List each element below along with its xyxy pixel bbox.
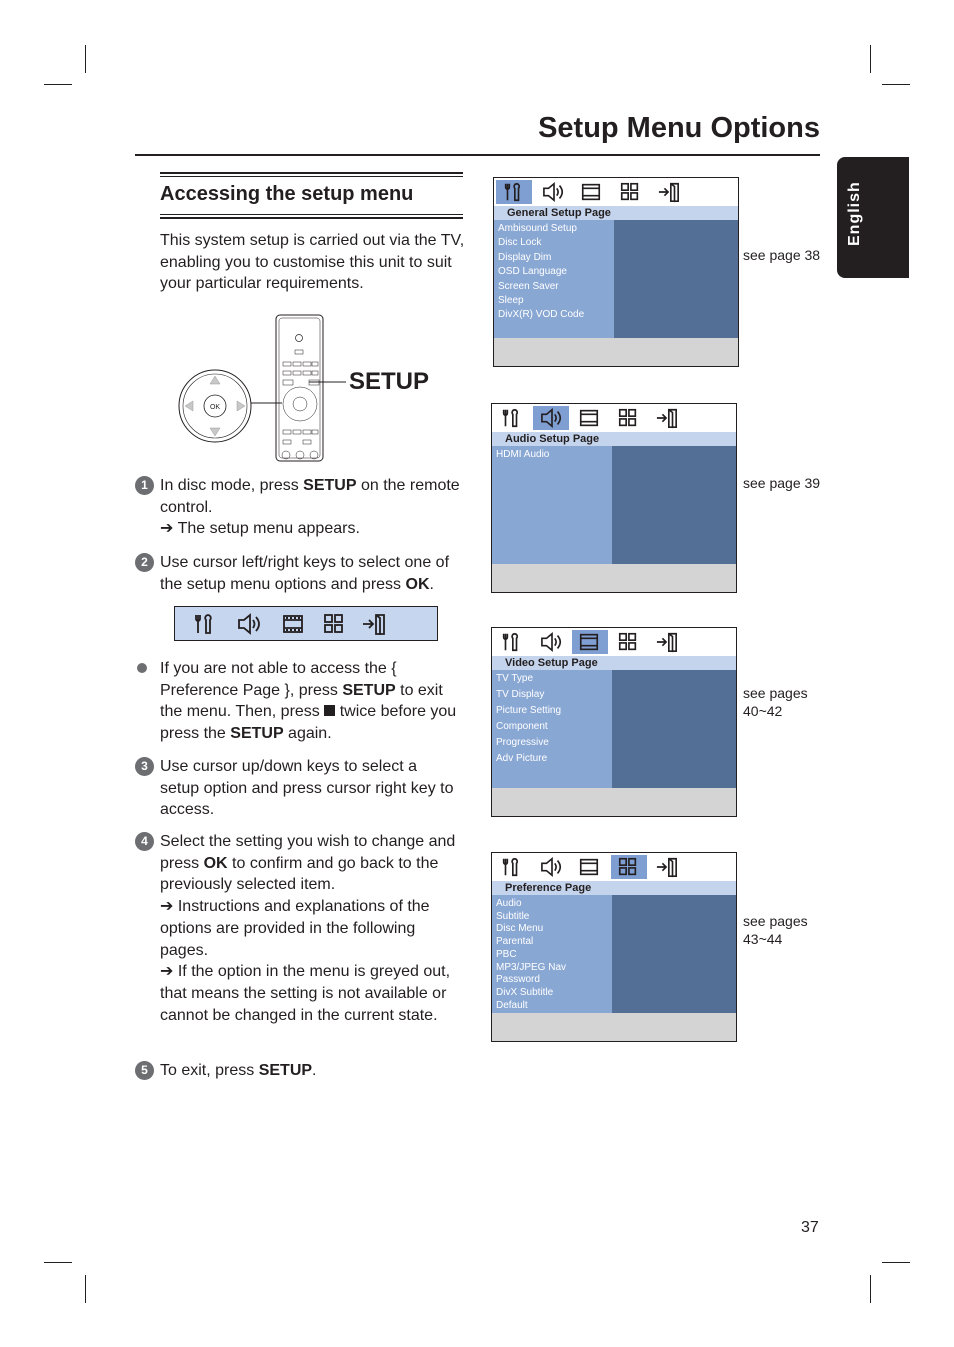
see-page-line: see pages (743, 913, 808, 929)
crop-mark (882, 1262, 910, 1263)
video-setup-icon (572, 855, 608, 879)
menu-option: TV Type (496, 673, 534, 684)
exit-icon (649, 630, 685, 654)
menu-icon-bar (494, 178, 738, 206)
menu-option: DivX(R) VOD Code (498, 309, 585, 321)
menu-icon-bar (492, 404, 736, 432)
step-1-result: The setup menu appears. (177, 520, 360, 538)
note-bullet (137, 663, 147, 673)
step-2-text-b: . (429, 575, 434, 593)
menu-options-pane (492, 895, 612, 1013)
note-text-d: again. (283, 725, 332, 743)
step-number: 3 (135, 757, 154, 776)
menu-option: OSD Language (498, 266, 567, 278)
menu-option: Password (496, 974, 540, 986)
setup-key-callout: SETUP (349, 368, 430, 395)
arrow-icon: ➔ (160, 520, 178, 538)
note-key-b: SETUP (230, 725, 284, 743)
step-5-text-b: . (312, 1062, 317, 1079)
crop-mark (85, 45, 86, 73)
step-5-text (160, 1060, 465, 1082)
title-rule (135, 154, 820, 156)
menu-values-pane (612, 446, 736, 564)
step-4-text-a: Select the setting you wish to change and press (160, 833, 456, 872)
see-page-range: 43~44 (743, 931, 783, 947)
step-3-text: Use cursor up/down keys to select a setup option and press cursor right key to access. (160, 758, 454, 819)
step-2-key: OK (405, 575, 430, 593)
video-setup-icon (572, 406, 608, 430)
intro-text: This system setup is carried out via the TV, enabling you to customise this unit to suit your particular requirements. (160, 232, 465, 293)
heading-rule-bottom (160, 217, 463, 219)
see-page-reference (743, 912, 808, 948)
audio-setup-icon (533, 630, 569, 654)
step-5-text-a: To exit, press (160, 1062, 259, 1079)
preference-icon (611, 406, 647, 430)
see-page-line: see pages (743, 685, 808, 701)
section-heading-box (160, 172, 463, 222)
preference-icon (322, 612, 346, 636)
ok-button-label: OK (209, 404, 221, 411)
menu-option: Display Dim (498, 251, 552, 263)
arrow-icon: ➔ (160, 898, 178, 916)
menu-option: Parental (496, 936, 534, 948)
menu-option: Picture Setting (496, 705, 562, 716)
menu-option: Screen Saver (498, 280, 559, 292)
menu-option: Component (496, 721, 548, 732)
crop-mark (44, 1262, 72, 1263)
language-tab (837, 157, 909, 278)
exit-icon (651, 180, 687, 204)
preference-icon (611, 630, 647, 654)
menu-option: Subtitle (496, 910, 530, 922)
step-2-text (160, 552, 465, 595)
menu-option: Disc Menu (496, 923, 544, 935)
step-4-result-2: If the option in the menu is greyed out, that means the setting is not available or cannot be changed in the current state. (160, 963, 451, 1024)
step-number: 2 (135, 553, 154, 572)
exit-icon (649, 855, 685, 879)
menu-option: MP3/JPEG Nav (496, 961, 567, 973)
setup-menu-screen (493, 177, 739, 367)
setup-icon-strip (174, 606, 438, 641)
arrow-icon: ➔ (160, 963, 178, 981)
menu-page-label: Audio Setup Page (492, 432, 736, 446)
menu-page-label: Video Setup Page (492, 656, 736, 670)
step-number: 4 (135, 832, 154, 851)
setup-menu-screen (491, 627, 737, 817)
menu-option: Audio (496, 898, 522, 909)
menu-option: Disc Lock (498, 237, 542, 249)
step-5-key: SETUP (258, 1062, 313, 1079)
menu-options-pane (492, 446, 612, 564)
menu-option: PBC (496, 948, 517, 960)
step-number: 1 (135, 476, 154, 495)
menu-icon-bar (492, 853, 736, 881)
step-4-key: OK (203, 854, 228, 872)
note-text-a: If you are not able to access the { Preference Page }, press (160, 660, 397, 699)
heading-rule-top (160, 172, 463, 174)
step-4-text-b: to confirm and go back to the previously selected item. (160, 854, 439, 894)
general-setup-icon (494, 630, 530, 654)
audio-setup-icon (535, 180, 571, 204)
crop-mark (85, 1275, 86, 1303)
step-2-text-a: Use cursor left/right keys to select one of the setup menu options and press (160, 554, 450, 593)
note-text (160, 658, 465, 745)
video-setup-icon (574, 180, 610, 204)
menu-page-label: Preference Page (492, 881, 736, 895)
exit-icon (649, 406, 685, 430)
menu-options-pane (494, 220, 614, 338)
crop-mark (882, 84, 910, 85)
step-1-text-b: on the remote control. (160, 477, 460, 516)
menu-values-pane (612, 895, 736, 1013)
stop-icon (324, 705, 335, 716)
general-setup-icon (494, 406, 530, 430)
menu-option: TV Display (496, 689, 545, 700)
preference-icon (611, 855, 647, 879)
menu-option: HDMI Audio (496, 449, 550, 460)
menu-values-pane (612, 670, 736, 788)
menu-icon-bar (492, 628, 736, 656)
see-page-range: 40~42 (743, 703, 783, 719)
step-4-text (160, 831, 465, 1026)
preference-icon (613, 180, 649, 204)
general-setup-icon (496, 180, 532, 204)
heading-rule-top-thin (160, 176, 463, 177)
menu-option: DivX Subtitle (496, 986, 554, 998)
see-page-reference: see page 39 (743, 475, 821, 491)
menu-option: Default (496, 999, 528, 1011)
video-setup-icon (281, 612, 305, 636)
setup-menu-screen (491, 852, 737, 1042)
see-page-reference (743, 684, 808, 720)
menu-option: Progressive (496, 737, 549, 748)
menu-option: Adv Picture (496, 753, 548, 764)
menu-option: Ambisound Setup (498, 223, 577, 234)
note-text-c: twice before you press the (160, 703, 457, 743)
step-1-text (160, 475, 465, 540)
crop-mark (44, 84, 72, 85)
see-page-reference: see page 38 (743, 247, 821, 263)
menu-page-label: General Setup Page (494, 206, 738, 220)
note-text-b: to exit the menu. Then, press (160, 681, 443, 721)
exit-icon (361, 612, 387, 636)
page-number: 37 (801, 1219, 819, 1236)
step-1-text-a: In disc mode, press (160, 477, 304, 494)
step-4-result-1: Instructions and explanations of the options are provided in the following pages. (160, 898, 430, 959)
crop-mark (870, 45, 871, 73)
general-setup-icon (193, 612, 215, 636)
menu-option: Sleep (498, 295, 524, 306)
crop-mark (870, 1275, 871, 1303)
page-title: Setup Menu Options (538, 112, 820, 144)
general-setup-icon (494, 855, 530, 879)
audio-setup-icon (236, 612, 264, 636)
video-setup-icon (572, 630, 608, 654)
menu-options-pane (492, 670, 612, 788)
section-heading: Accessing the setup menu (160, 183, 414, 205)
language-tab-label: English (846, 181, 863, 246)
menu-values-pane (614, 220, 738, 338)
audio-setup-icon (533, 406, 569, 430)
step-number: 5 (135, 1061, 154, 1080)
remote-control-illustration (178, 312, 348, 462)
step-1-key: SETUP (303, 477, 357, 494)
audio-setup-icon (533, 855, 569, 879)
note-key-a: SETUP (342, 681, 396, 699)
heading-rule-bottom-thin (160, 214, 463, 215)
setup-menu-screen (491, 403, 737, 593)
